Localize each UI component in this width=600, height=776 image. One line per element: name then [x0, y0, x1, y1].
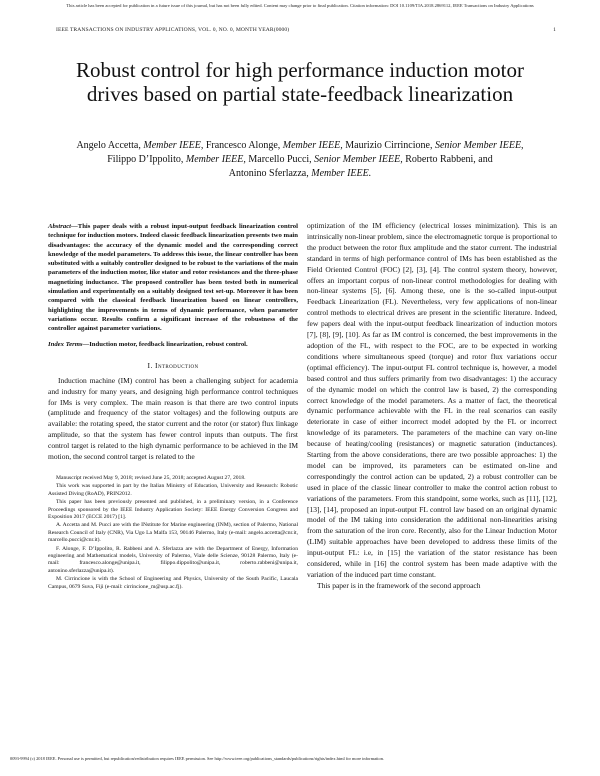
running-head [56, 27, 556, 33]
section-heading: I. Introduction [147, 360, 199, 370]
author-list [64, 139, 536, 181]
body-paragraph: This paper is in the framework of the second approach [317, 580, 481, 590]
index-terms-label: Index Terms [48, 340, 83, 348]
accepted-notice: This article has been accepted for publication in a future issue of this journal, but has not been fully edited. Content may change prior to final publication. Citation information: DOI 10.1109/TIA.2018.2869112, IEEE Transactions on Industry Applications [66, 3, 534, 8]
abstract-text: —This paper deals with a robust input-output feedback linearization control technique for induction motors. Indeed classic feedback linearization presents two main disadvantages: the accuracy of the dynamic model and the corresponding correct knowledge of the model parameters. To address this issue, the linear controller has been substituted with a suitably controller designed to be robust to the variations of the main parameters of the induction motor, like stator and rotor resistances and the three-phase magnetizing inductance. The proposed controller has been tested both in numerical simulation and experimentally on a suitably designed test set-up. Moreover it has been compared with the classical feedback linearization based on linear controllers, highlighting the improvements in terms of dynamic performance, when parameter variations occur. Results confirm a significant increase of the robustness of the controller against parameter variations. [48, 223, 298, 333]
author-role: Senior Member IEEE, [314, 154, 403, 165]
author-name: Angelo Accetta, [76, 140, 141, 151]
intro-paragraph: Induction machine (IM) control has been a challenging subject for academia and industry for many years, and designing high performance control techniques for IMs is very complex. The main reason is that there are two control inputs (amplitude and frequency of the stator voltages) and the following outputs are available: the rotating speed, the stator current and the rotor (or stator) flux linkage amplitude, so that the system has fewer control inputs than outputs. The first control target is related to the high dynamic performance to be achieved in the IM motion, the second control target is related to the [48, 375, 298, 462]
author-name: Francesco Alonge, [205, 140, 281, 151]
index-terms-text: —Induction motor, feedback linearization, robust control. [82, 340, 248, 348]
author-name: Antonino Sferlazza, [228, 168, 309, 179]
footnotes [48, 475, 298, 591]
paper-title: Robust control for high performance induction motor drives based on partial state-feedback linearization [76, 58, 524, 106]
author-name: Roberto Rabbeni, and [405, 154, 493, 165]
journal-header: IEEE TRANSACTIONS ON INDUSTRY APPLICATIONS, VOL. 0, NO. 0, MONTH YEAR(0000) [56, 27, 290, 33]
author-role: Member IEEE. [311, 168, 372, 179]
footnote: F. Alonge, F. D’Ippolito, R. Rabbeni and A. Sferlazza are with the Department of Energy, Information engineering and Mathematical models, University of Palermo, Viale delle Scienze, 90128 Palermo, Italy (e-mail: francesco.alonge@unipa.it, filippo.dippolito@unipa.it, roberto.rabbeni@unipa.it, antonino.sferlazza@unipa.it). [48, 545, 298, 574]
abstract [48, 222, 298, 334]
author-role: Member IEEE, [185, 154, 246, 165]
author-role: Member IEEE, [282, 140, 343, 151]
author-name: Maurizio Cirrincione, [345, 140, 433, 151]
page-number: 1 [553, 27, 556, 33]
footnote: A. Accetta and M. Pucci are with the INstitute for Marine engineering (INM), section of Palermo, National Research Council of Italy (CNR), Via Ugo La Malfa 153, 90146 Palermo, Italy (e-mail: angelo.accetta@cnr.it, marcello.pucci@cnr.it). [48, 522, 298, 544]
author-name: Filippo D’Ippolito, [107, 154, 184, 165]
footnote: This work was supported in part by the Italian Ministry of Education, University and Research: Robotic Assisted Diving (RoAD), PRIN2012. [48, 483, 298, 497]
index-terms [48, 340, 298, 349]
author-name: Marcello Pucci, [248, 154, 312, 165]
abstract-label: Abstract [48, 223, 72, 230]
author-role: Senior Member IEEE, [434, 140, 524, 151]
footnote: Manuscript received May 9, 2018; revised June 25, 2018; accepted August 27, 2018. [56, 475, 246, 482]
footnote: This paper has been previously presented and published, in a preliminary version, in a Conference Proceedings sponsored by the IEEE Industry Application Society: IEEE Energy Conversion Congress and Exposition 2017 (ECCE 2017) [1]. [48, 499, 298, 521]
right-column [307, 221, 557, 592]
copyright-footer: 0093-9994 (c) 2018 IEEE. Personal use is permitted, but republication/redistribution requires IEEE permission. See http://www.ieee.org/publications_standards/publications/rights/index.html for more information. [10, 756, 384, 761]
left-column [48, 222, 298, 592]
author-role: Member IEEE, [143, 140, 204, 151]
body-paragraph: optimization of the IM efficiency (electrical losses minimization). This is an intrinsically non-linear problem, since the electromagnetic torque is proportional to the product between the rotor flux amplitude and the stator current. The industrial standard in terms of high performance control of IMs has been established as the Field Oriented Control (FOC) [2], [3], [4]. The control system theory, however, offers an important corpus of non-linear control methodologies for dealing with non-linear systems [5], [6]. Among these, one is the so-called input-output Feedback Linearization (FL). Nevertheless, very few applications of non-linear control methods to electrical drives are present in the scientific literature. Indeed, few papers deal with the input-output feedback linearization of induction motors [7], [8], [9], [10]. As far as IM control is concerned, the best improvements in the adoption of the FL, with respect to the FOC, are to be expected in working conditions where simultaneous speed (torque) and rotor flux variations occur (optimal efficiency). The input-output FL control technique is, however, a model based control and thus suffers primarily from two disadvantages: 1) the accuracy of the dynamic model on which the control law is based, 2) the corresponding correct knowledge of the model parameters. As a matter of fact, the theoretical dynamic performance achievable with the FL in the real scenarios can easily deteriorate in case of either incorrect model adopted by the FL or incorrect knowledge of its parameters. The parameters of the machine can vary on-line because of heating/cooling (resistances) or magnetic saturation (inductances). Starting from the above considerations, there are two possible approaches: 1) the model can be improved, its parameters can be estimated on-line and correspondingly the control action can be updated, 2) a robust controller can be used in place of the classic linear controller to make the control action robust to variations of the parameters. From this standpoint, some works, such as [11], [12], [13], [14], proposed an input-output FL control law based on an original dynamic model of the IM taking into consideration the additional non-linearities arising from the saturation of the iron core. Recently, also for the Linear Induction Motor (LIM) suitable approaches have been developed to address these limits of the input-output FL: i.e, in [15] the variation of the stator resistance has been considered, while in [16] the control system has been made adaptive with the variation of the induced part time constant. [307, 221, 557, 579]
footnote: M. Cirrincione is with the School of Engineering and Physics, University of the South Pacific, Laucala Campus, 0679 Suva, Fiji (e-mail: cirrincione_m@usp.ac.fj). [48, 576, 298, 590]
